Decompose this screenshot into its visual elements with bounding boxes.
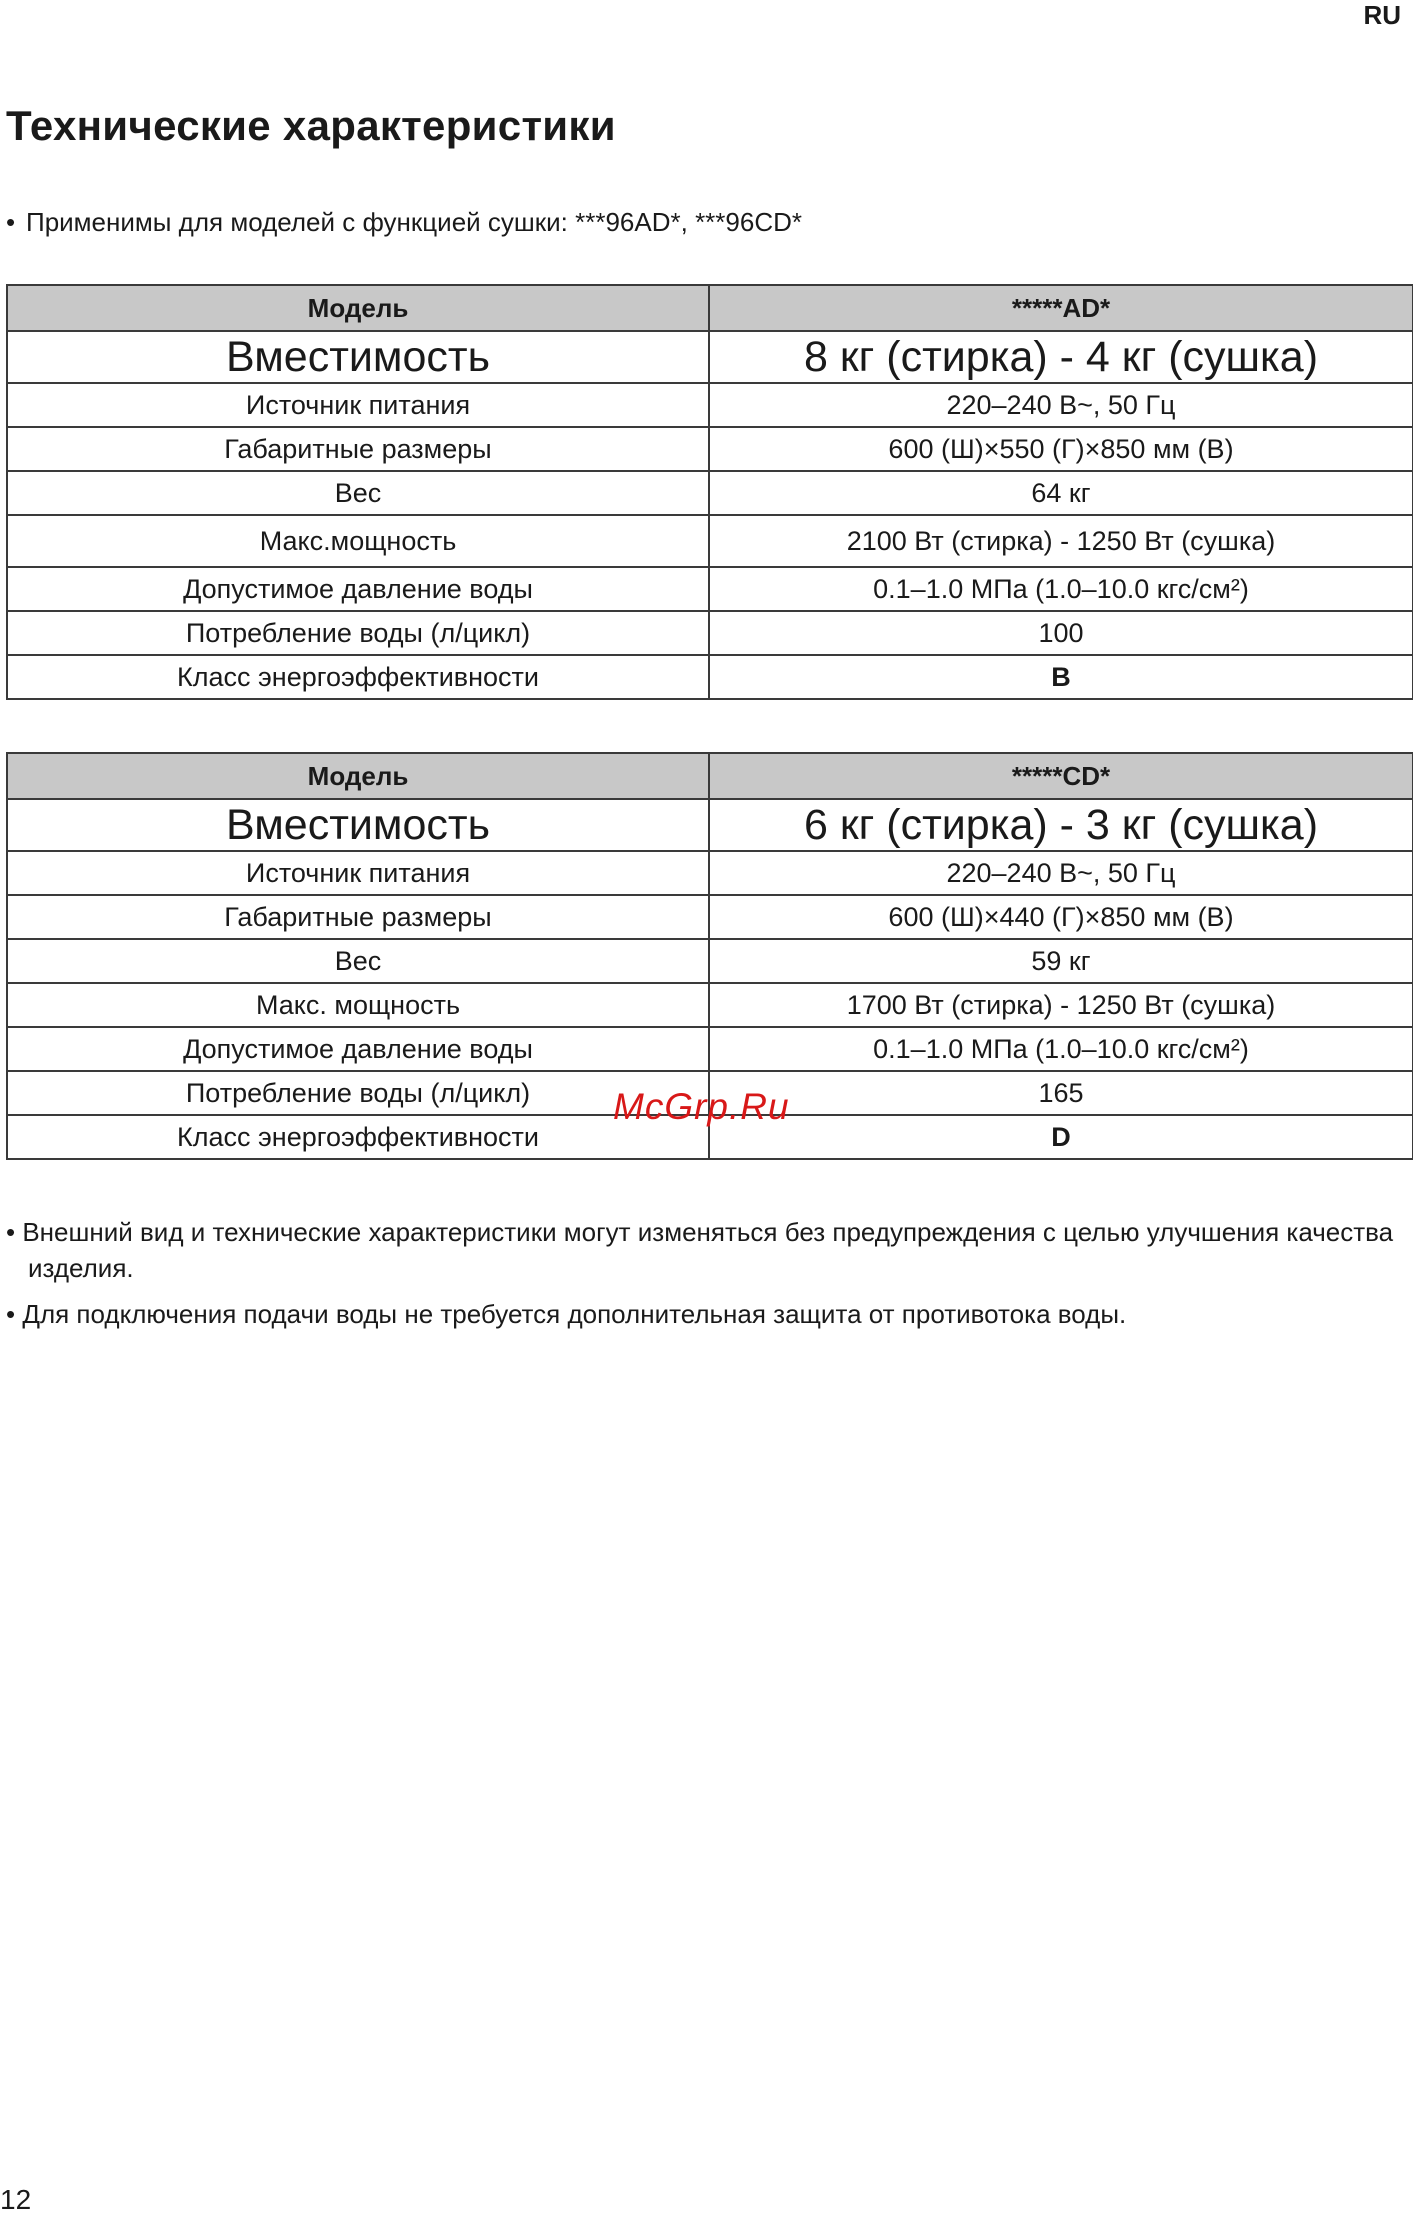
table-row [7,895,1413,939]
row-value: 1700 Вт (стирка) - 1250 Вт (сушка) [709,983,1413,1027]
row-value: 600 (Ш)×550 (Г)×850 мм (В) [709,427,1413,471]
row-value: 59 кг [709,939,1413,983]
row-label: Вместимость [7,331,709,383]
row-value: 8 кг (стирка) - 4 кг (сушка) [709,331,1413,383]
bullet-icon: • [6,207,16,237]
row-value: 0.1–1.0 МПа (1.0–10.0 кгс/см²) [709,567,1413,611]
model-label: Модель [7,285,709,331]
row-value: 600 (Ш)×440 (Г)×850 мм (В) [709,895,1413,939]
row-label: Габаритные размеры [7,427,709,471]
table-header-row [7,285,1413,331]
applicable-models-note [6,207,802,238]
table-row [7,515,1413,567]
row-value: 165 [709,1071,1413,1115]
row-label: Допустимое давление воды [7,1027,709,1071]
table-row [7,611,1413,655]
row-value: 2100 Вт (стирка) - 1250 Вт (сушка) [709,515,1413,567]
page-title: Технические характеристики [6,102,616,149]
row-value: D [709,1115,1413,1159]
row-label: Источник питания [7,851,709,895]
footnotes [6,1214,1401,1342]
row-label: Класс энергоэффективности [7,655,709,699]
row-value: 0.1–1.0 МПа (1.0–10.0 кгс/см²) [709,1027,1413,1071]
row-label: Макс.мощность [7,515,709,567]
table-row [7,939,1413,983]
footnote-item [6,1296,1401,1332]
table-row [7,471,1413,515]
row-value: B [709,655,1413,699]
model-label: Модель [7,753,709,799]
row-value: 64 кг [709,471,1413,515]
row-value: 220–240 В~, 50 Гц [709,851,1413,895]
table-row [7,1027,1413,1071]
model-value: *****AD* [709,285,1413,331]
row-label: Вместимость [7,799,709,851]
row-value: 100 [709,611,1413,655]
model-value: *****CD* [709,753,1413,799]
row-value: 6 кг (стирка) - 3 кг (сушка) [709,799,1413,851]
language-code: RU [1363,0,1401,30]
row-value: 220–240 В~, 50 Гц [709,383,1413,427]
specs-table-ad [6,284,1413,700]
watermark: McGrp.Ru [613,1086,790,1127]
table-row [7,799,1413,851]
table-row [7,331,1413,383]
row-label: Габаритные размеры [7,895,709,939]
row-label: Макс. мощность [7,983,709,1027]
row-label: Класс энергоэффективности [7,1115,709,1159]
footnote-item [6,1214,1401,1286]
bullet-icon: • [6,1217,16,1247]
applicable-models-text: Применимы для моделей с функцией сушки: ***96AD*, ***96CD* [26,207,803,237]
table-row [7,851,1413,895]
footnote-text: Внешний вид и технические характеристики могут изменяться без предупреждения с целью улучшения качества изделия. [22,1217,1394,1283]
table-row [7,383,1413,427]
table-header-row [7,753,1413,799]
table-row [7,567,1413,611]
footnote-text: Для подключения подачи воды не требуется дополнительная защита от противотока воды. [22,1299,1127,1329]
row-label: Допустимое давление воды [7,567,709,611]
row-label: Вес [7,939,709,983]
row-label: Вес [7,471,709,515]
table-row [7,427,1413,471]
page-number: 12 [0,2184,32,2215]
row-label: Потребление воды (л/цикл) [7,1071,709,1115]
table-row [7,655,1413,699]
table-row [7,983,1413,1027]
row-label: Источник питания [7,383,709,427]
row-label: Потребление воды (л/цикл) [7,611,709,655]
bullet-icon: • [6,1299,16,1329]
